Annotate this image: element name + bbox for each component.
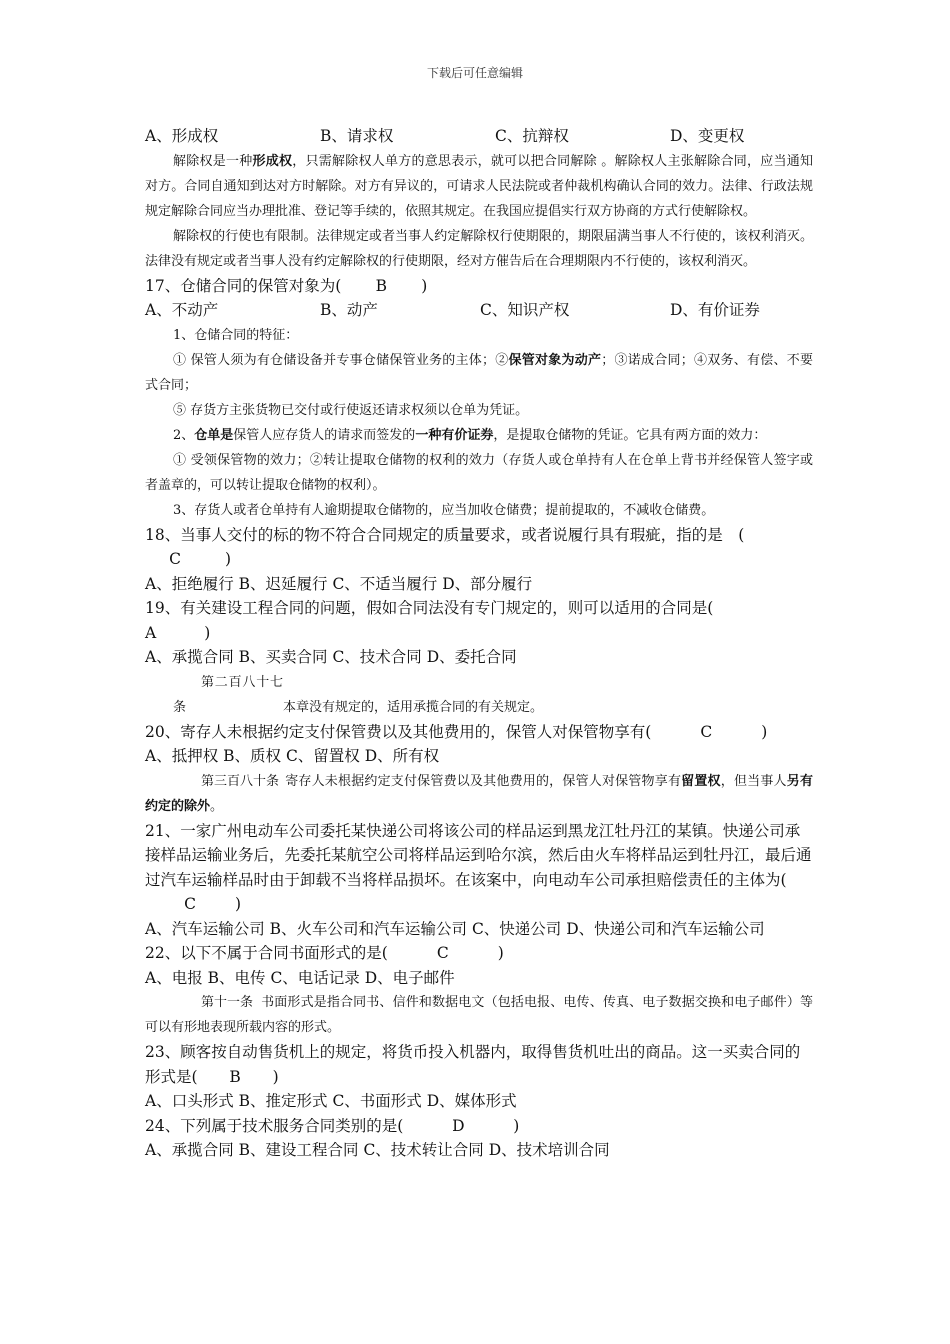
q20-question: 20、寄存人未根据约定支付保管费以及其他费用的，保管人对保管物享有( C ) xyxy=(145,720,813,745)
q16-options xyxy=(145,124,813,149)
q17-note-6: 3、存货人或者仓单持有人逾期提取仓储物的，应当加收仓储费；提前提取的，不减收仓储费。 xyxy=(173,502,715,518)
q16-option-b: B、请求权 xyxy=(320,127,394,145)
document-body xyxy=(145,124,813,1163)
q22-options: A、电报 B、电传 C、电话记录 D、电子邮件 xyxy=(145,968,455,987)
q20-options: A、抵押权 B、质权 C、留置权 D、所有权 xyxy=(145,747,440,765)
q24-question: 24、下列属于技术服务合同类别的是( D ) xyxy=(145,1114,813,1139)
q20-note: 第三百八十条 寄存人未根据约定支付保管费以及其他费用的，保管人对保管物享有留置权，但当事人另有约定的除外。 xyxy=(145,773,813,814)
q23-question: 23、顾客按自动售货机上的规定，将货币投入机器内，取得售货机吐出的商品。这一买卖合同的形式是( B ) xyxy=(145,1040,813,1089)
q23-answer: B xyxy=(229,1067,241,1086)
q22-question: 22、以下不属于合同书面形式的是( C ) xyxy=(145,941,813,966)
q22-note: 第十一条 书面形式是指合同书、信件和数据电文（包括电报、电传、传真、电子数据交换和电子邮件）等可以有形地表现所载内容的形式。 xyxy=(145,995,813,1035)
q18-answer: C xyxy=(169,550,181,568)
q22-answer: C xyxy=(436,944,449,962)
q24-answer: D xyxy=(452,1116,465,1135)
q19-options: A、承揽合同 B、买卖合同 C、技术合同 D、委托合同 xyxy=(145,648,517,666)
q17-option-b: B、动产 xyxy=(320,301,378,319)
q16-option-c: C、抗辩权 xyxy=(495,127,569,145)
q24-options: A、承揽合同 B、建设工程合同 C、技术转让合同 D、技术培训合同 xyxy=(145,1141,610,1159)
q16-note-1: 解除权是一种形成权，只需解除权人单方的意思表示，就可以把合同解除 。解除权人主张解除合同，应当通知对方。合同自通知到达对方时解除。对方有异议的，可请求人民法院或者仲裁机构确认合同的效力。法律、行政法规规定解除合同应当办理批准、登记等手续的，依照其规定。在我国应提倡实行双方协商的方式行使解除权。 xyxy=(145,153,813,219)
q21-options: A、汽车运输公司 B、火车公司和汽车运输公司 C、快递公司 D、快递公司和汽车运输公司 xyxy=(145,919,765,938)
q18-options: A、拒绝履行 B、迟延履行 C、不适当履行 D、部分履行 xyxy=(145,574,533,593)
q17-options xyxy=(145,298,813,323)
q21-question: 21、一家广州电动车公司委托某快递公司将该公司的样品运到黑龙江牡丹江的某镇。快递公司承接样品运输业务后，先委托某航空公司将样品运到哈尔滨，然后由火车将样品运到牡丹江，最后通过汽车运输样品时由于卸载不当将样品损坏。在该案中，向电动车公司承担赔偿责任的主体为(C ) xyxy=(145,819,813,917)
q23-options: A、口头形式 B、推定形式 C、书面形式 D、媒体形式 xyxy=(145,1092,517,1110)
q21-answer: C xyxy=(184,895,196,913)
q19-answer: A xyxy=(145,623,157,642)
q17-option-a: A、不动产 xyxy=(145,301,219,319)
q17-note-2: ① 保管人须为有仓储设备并专事仓储保管业务的主体；②保管对象为动产；③诺成合同；④双务、有偿、不要式合同； xyxy=(145,352,813,393)
q19-note: 第二百八十七条 本章没有规定的，适用承揽合同的有关规定。 xyxy=(173,674,544,715)
q19-question: 19、有关建设工程合同的问题，假如合同法没有专门规定的，则可以适用的合同是( A ) xyxy=(145,599,714,642)
q17-note-3: ⑤ 存货方主张货物已交付或行使返还请求权须以仓单为凭证。 xyxy=(173,402,529,418)
q16-option-d: D、变更权 xyxy=(670,127,745,145)
q16-note-2: 解除权的行使也有限制。法律规定或者当事人约定解除权行使期限的，期限届满当事人不行使的，该权利消灭。法律没有规定或者当事人没有约定解除权的行使期限，经对方催告后在合理期限内不行使的，该权利消灭。 xyxy=(145,228,813,269)
q17-answer: B xyxy=(375,276,387,295)
q17-option-c: C、知识产权 xyxy=(480,301,570,319)
q18-question: 18、当事人交付的标的物不符合合同规定的质量要求，或者说履行具有瑕疵，指的是 ( C ) xyxy=(145,523,813,572)
q17-note-1: 1、仓储合同的特征： xyxy=(173,327,299,343)
q17-note-5: ① 受领保管物的效力；②转让提取仓储物的权利的效力（存货人或仓单持有人在仓单上背书并经保管人签字或者盖章的，可以转让提取仓储物的权利）。 xyxy=(145,452,813,493)
q17-option-d: D、有价证券 xyxy=(670,301,760,319)
q17-note-4: 2、仓单是保管人应存货人的请求而签发的一种有价证券，是提取仓储物的凭证。它具有两方面的效力： xyxy=(173,427,767,443)
page-header: 下载后可任意编辑 xyxy=(426,66,523,80)
q17-question: 17、仓储合同的保管对象为( B ) xyxy=(145,274,813,299)
q16-option-a: A、形成权 xyxy=(145,127,219,145)
q20-answer: C xyxy=(700,722,713,741)
